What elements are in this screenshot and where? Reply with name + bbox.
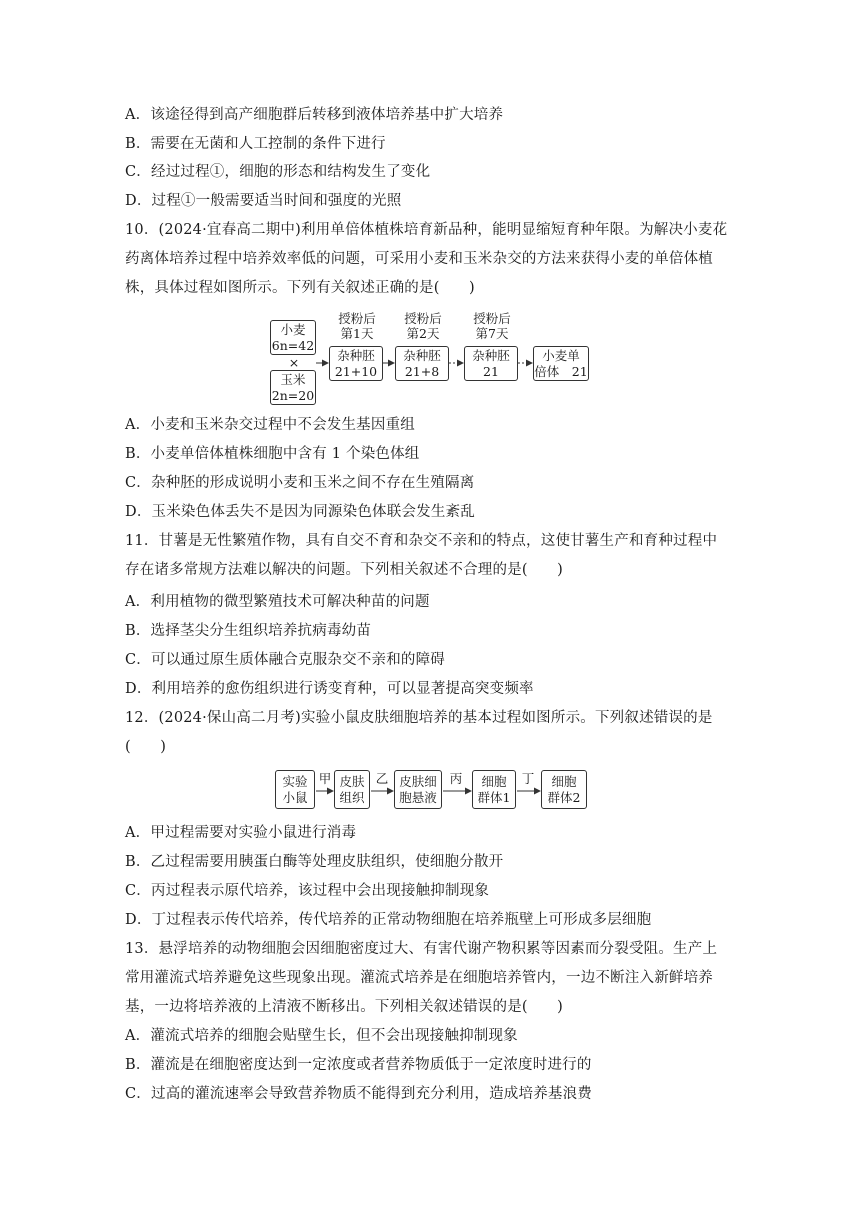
maize-formula: 2n=20 [271, 387, 315, 403]
cell-population-2-line2: 群体2 [547, 789, 581, 805]
stage1-label [326, 311, 388, 341]
question-11-stem-line-1: 11．甘薯是无性繁殖作物，具有自交不育和杂交不亲和的特点，这使甘薯生产和育种过程中 [125, 533, 718, 549]
option-10a: A．小麦和玉米杂交过程中不会发生基因重组 [125, 417, 415, 433]
cell-population-1-line2: 群体1 [477, 789, 511, 805]
embryo-day7-count: 21 [483, 363, 499, 379]
wheat-haploid-line2: 倍体 21 [534, 363, 588, 379]
stage1-label-line2: 第1天 [340, 326, 374, 341]
stage2-label-line1: 授粉后 [404, 311, 442, 326]
question-13-stem-line-3: 基，一边将培养液的上清液不断移出。下列相关叙述错误的是( ) [125, 999, 564, 1015]
option-9c: C．经过过程①，细胞的形态和结构发生了变化 [125, 164, 431, 180]
mouse-line1: 实验 [282, 773, 308, 789]
option-12c: C．丙过程表示原代培养，该过程中会出现接触抑制现象 [125, 883, 490, 899]
stage3-label [461, 311, 523, 341]
option-9d: D．过程①一般需要适当时间和强度的光照 [125, 193, 402, 209]
wheat-name: 小麦 [280, 321, 306, 337]
step-jia-label: 甲 [318, 771, 332, 786]
maize-name: 玉米 [280, 371, 306, 387]
stage1-label-line1: 授粉后 [338, 311, 376, 326]
question-12-stem-line-1: 12．(2024·保山高二月考)实验小鼠皮肤细胞培养的基本过程如图所示。下列叙述错误的是 [125, 710, 713, 726]
option-11b: B．选择茎尖分生组织培养抗病毒幼苗 [125, 623, 372, 639]
question-10-stem-line-3: 株，具体过程如图所示。下列有关叙述正确的是( ) [125, 280, 475, 296]
cell-suspension-line2: 胞悬液 [399, 789, 437, 805]
question-10-stem-line-1: 10．(2024·宜春高二期中)利用单倍体植株培育新品种，能明显缩短育种年限。为解决小麦花 [125, 222, 728, 238]
option-10d: D．玉米染色体丢失不是因为同源染色体联会发生紊乱 [125, 504, 475, 520]
option-13a: A．灌流式培养的细胞会贴壁生长，但不会出现接触抑制现象 [125, 1028, 518, 1044]
cross-symbol: × [288, 355, 300, 370]
option-13b: B．灌流是在细胞密度达到一定浓度或者营养物质低于一定浓度时进行的 [125, 1057, 592, 1073]
question-11-stem-line-2: 存在诸多常规方法难以解决的问题。下列相关叙述不合理的是( ) [125, 562, 564, 578]
option-13c: C．过高的灌流速率会导致营养物质不能得到充分利用，造成培养基浪费 [125, 1086, 592, 1102]
step-bing-label: 丙 [449, 771, 463, 786]
embryo-day1-count: 21+10 [334, 363, 378, 379]
option-12b: B．乙过程需要用胰蛋白酶等处理皮肤组织，使细胞分散开 [125, 854, 504, 870]
wheat-box [270, 320, 316, 355]
stage3-label-line1: 授粉后 [473, 311, 511, 326]
wheat-haploid-box [533, 346, 589, 381]
embryo-day1-name: 杂种胚 [337, 347, 375, 363]
option-12a: A．甲过程需要对实验小鼠进行消毒 [125, 825, 357, 841]
option-10c: C．杂种胚的形成说明小麦和玉米之间不存在生殖隔离 [125, 475, 475, 491]
option-10b: B．小麦单倍体植株细胞中含有 1 个染色体组 [125, 446, 420, 462]
embryo-day7-name: 杂种胚 [472, 347, 510, 363]
embryo-day2-name: 杂种胚 [403, 347, 441, 363]
option-11a: A．利用植物的微型繁殖技术可解决种苗的问题 [125, 594, 430, 610]
option-11d: D．利用培养的愈伤组织进行诱变育种，可以显著提高突变频率 [125, 681, 534, 697]
cell-suspension-line1: 皮肤细 [399, 773, 437, 789]
embryo-day1-box [329, 346, 383, 381]
wheat-formula: 6n=42 [271, 337, 315, 353]
cell-population-2-line1: 细胞 [551, 773, 577, 789]
option-11c: C．可以通过原生质体融合克服杂交不亲和的障碍 [125, 652, 445, 668]
cell-suspension-box [394, 770, 442, 809]
question-10-stem-line-2: 药离体培养过程中培养效率低的问题，可采用小麦和玉米杂交的方法来获得小麦的单倍体植 [125, 251, 713, 267]
question-12-stem-line-2: ( ) [125, 739, 167, 755]
option-9b: B．需要在无菌和人工控制的条件下进行 [125, 136, 386, 152]
embryo-day2-count: 21+8 [404, 363, 440, 379]
maize-box [270, 370, 316, 405]
stage2-label-line2: 第2天 [406, 326, 440, 341]
wheat-haploid-line1: 小麦单 [542, 347, 580, 363]
embryo-day7-box [464, 346, 518, 381]
step-yi-label: 乙 [375, 771, 389, 786]
mouse-box [275, 770, 315, 809]
question-13-stem-line-2: 常用灌流式培养避免这些现象出现。灌流式培养是在细胞培养管内，一边不断注入新鲜培养 [125, 970, 713, 986]
step-ding-label: 丁 [521, 771, 535, 786]
cell-population-2-box [541, 770, 587, 809]
cell-population-1-line1: 细胞 [481, 773, 507, 789]
question-13-stem-line-1: 13．悬浮培养的动物细胞会因细胞密度过大、有害代谢产物积累等因素而分裂受阻。生产上 [125, 941, 718, 957]
skin-tissue-line2: 组织 [339, 789, 365, 805]
skin-tissue-box [334, 770, 370, 809]
skin-tissue-line1: 皮肤 [339, 773, 365, 789]
mouse-line2: 小鼠 [282, 789, 308, 805]
embryo-day2-box [395, 346, 449, 381]
cell-population-1-box [472, 770, 516, 809]
stage2-label [392, 311, 454, 341]
option-12d: D．丁过程表示传代培养，传代培养的正常动物细胞在培养瓶壁上可形成多层细胞 [125, 912, 652, 928]
option-9a: A．该途径得到高产细胞群后转移到液体培养基中扩大培养 [125, 107, 504, 123]
stage3-label-line2: 第7天 [475, 326, 509, 341]
